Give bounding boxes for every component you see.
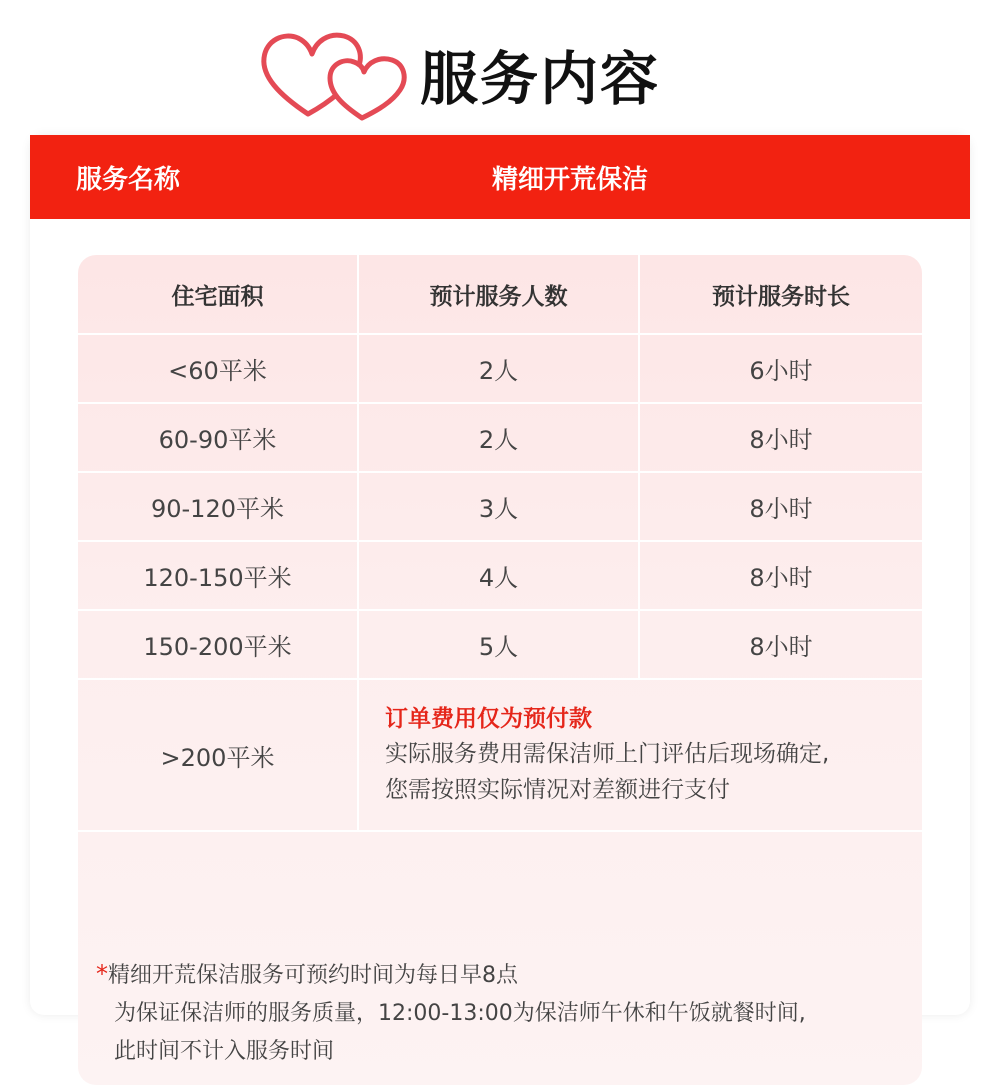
hours-cell: 8小时 [749,564,813,592]
area-cell: 120-150平米 [78,542,359,609]
table-row [78,335,922,404]
prepayment-note-line: 您需按照实际情况对差额进行支付 [385,777,730,803]
table-row [78,542,922,611]
people-cell: 5人 [359,611,640,678]
service-table [78,255,922,832]
table-header-row [78,255,922,335]
area-cell: 60-90平米 [78,404,359,471]
column-header-hours: 预计服务时长 [712,283,850,310]
table-row [78,611,922,680]
prepayment-note [359,680,922,830]
area-cell: >200平米 [78,680,359,830]
footnote [96,955,916,1071]
page-title: 服务内容 [420,45,661,113]
service-table-panel [78,255,922,1085]
service-name-value: 精细开荒保洁 [491,165,648,195]
area-cell: <60平米 [78,335,359,402]
table-row [78,473,922,542]
hours-cell: 8小时 [749,426,813,454]
service-card [30,135,970,1064]
service-name-label: 服务名称 [76,165,181,195]
service-name-header [30,135,970,219]
prepayment-note-line: 实际服务费用需保洁师上门评估后现场确定, [385,741,830,767]
footnote-line: 为保证保洁师的服务质量，12:00-13:00为保洁师午休和午饭就餐时间, [114,1001,806,1026]
column-header-people: 预计服务人数 [359,255,640,333]
people-cell: 3人 [359,473,640,540]
table-row [78,404,922,473]
hours-cell: 8小时 [749,495,813,523]
large-area-row [78,680,922,832]
area-cell: 150-200平米 [78,611,359,678]
people-cell: 2人 [359,335,640,402]
prepayment-note-title: 订单费用仅为预付款 [385,706,592,732]
column-header-area: 住宅面积 [78,255,359,333]
title-row [0,22,1000,122]
hours-cell: 6小时 [749,357,813,385]
asterisk-mark: * [96,960,108,988]
double-heart-icon [258,28,410,120]
footnote-line: 此时间不计入服务时间 [114,1039,335,1064]
area-cell: 90-120平米 [78,473,359,540]
hours-cell: 8小时 [749,633,813,661]
people-cell: 2人 [359,404,640,471]
footnote-text: 精细开荒保洁服务可预约时间为每日早8点 [108,963,518,988]
footnote-line [96,955,916,995]
people-cell: 4人 [359,542,640,609]
